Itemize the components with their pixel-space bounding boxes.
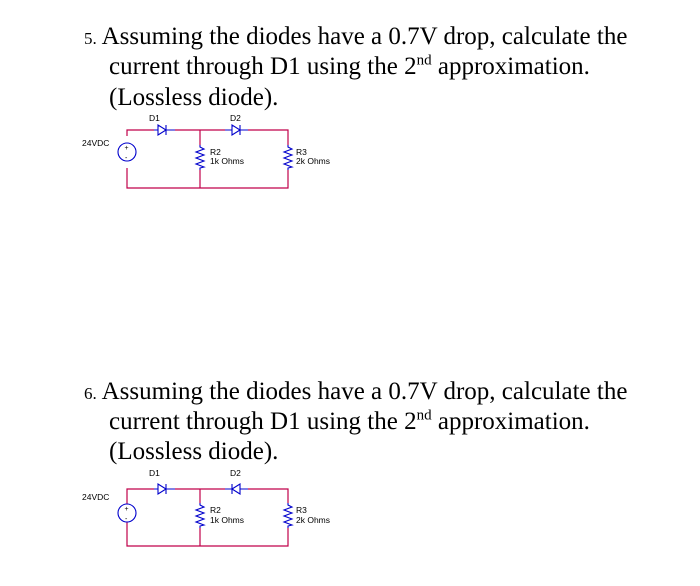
resistor-r3 xyxy=(284,503,292,528)
r3-name: R3 xyxy=(296,147,307,157)
r2-name: R2 xyxy=(210,505,221,515)
d1-label: D1 xyxy=(149,468,160,478)
wire-bottom xyxy=(127,522,288,546)
d1-label: D1 xyxy=(149,113,160,123)
question-text-2-end: approximation. xyxy=(431,53,590,80)
question-text-1: Assuming the diodes have a 0.7V drop, calculate the xyxy=(101,378,628,405)
question-text-2: current through D1 using the 2 xyxy=(109,408,417,435)
r3-name: R3 xyxy=(296,505,307,515)
d2-label: D2 xyxy=(230,113,241,123)
circuit-wires xyxy=(124,489,288,546)
dc-source xyxy=(118,504,136,523)
resistor-r2 xyxy=(196,503,204,528)
ordinal-suffix: nd xyxy=(416,52,432,69)
r2-value: 1k Ohms xyxy=(210,515,245,525)
diode-d1 xyxy=(154,484,175,494)
d2-label: D2 xyxy=(230,468,241,478)
svg-text:-: - xyxy=(125,155,128,162)
wire-source-top xyxy=(127,489,154,504)
question-text-3: (Lossless diode). xyxy=(109,84,279,111)
svg-text:-: - xyxy=(125,516,128,523)
problem-number: 5. xyxy=(84,29,97,48)
svg-text:+: + xyxy=(124,506,129,513)
r3-value: 2k Ohms xyxy=(296,156,331,166)
question-text-2-end: approximation. xyxy=(431,408,590,435)
question-text-1: Assuming the diodes have a 0.7V drop, calculate the xyxy=(101,23,628,50)
question-text-2: current through D1 using the 2 xyxy=(109,53,417,80)
question-text-3: (Lossless diode). xyxy=(109,438,279,465)
r2-name: R2 xyxy=(210,147,221,157)
ordinal-suffix: nd xyxy=(416,407,432,424)
problem-number: 6. xyxy=(84,384,97,403)
diode-d2 xyxy=(225,484,248,494)
r3-value: 2k Ohms xyxy=(296,515,331,525)
source-label: 24VDC xyxy=(82,492,110,502)
source-label: 24VDC xyxy=(82,138,110,148)
wire-d2-r3 xyxy=(248,489,288,503)
svg-text:+: + xyxy=(124,145,129,152)
r2-value: 1k Ohms xyxy=(210,156,245,166)
